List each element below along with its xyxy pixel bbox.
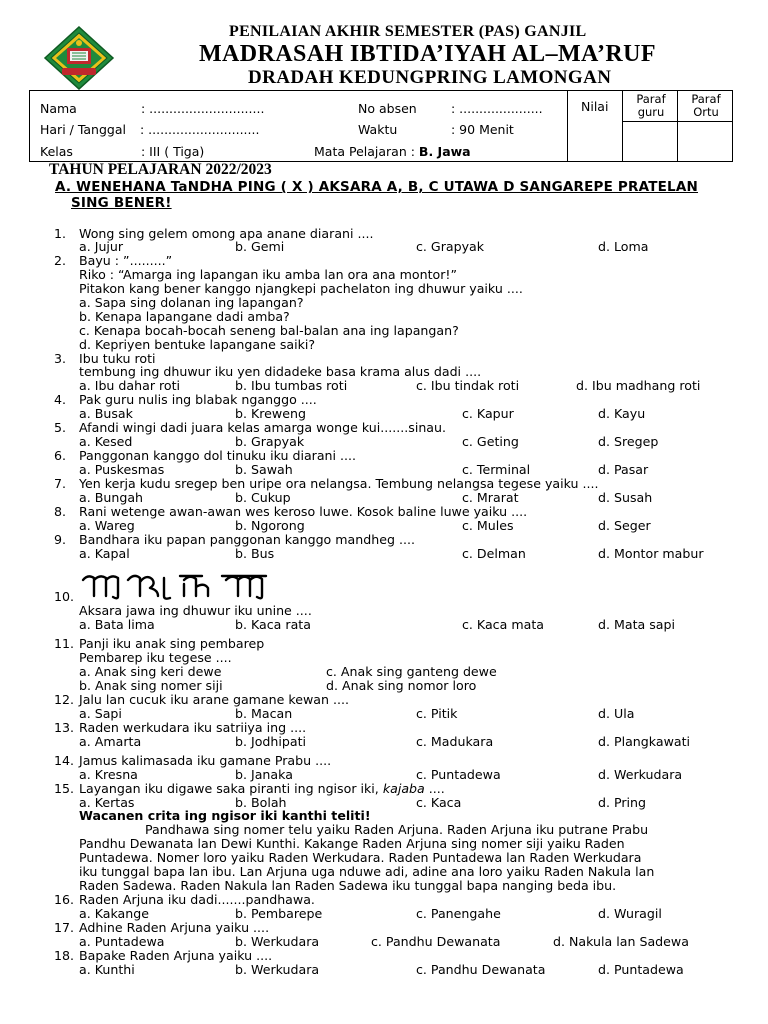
option-a[interactable]: a. Puskesmas bbox=[79, 462, 165, 477]
question-text: Jamus kalimasada iku gamane Prabu .... bbox=[79, 753, 332, 768]
dialog-line: Riko : “Amarga ing lapangan iku amba lan ora ana montor!” bbox=[79, 267, 457, 282]
option-d[interactable]: d. Pasar bbox=[598, 462, 649, 477]
time-label: Waktu bbox=[358, 122, 398, 137]
identity-table bbox=[29, 90, 733, 162]
question-number: 4. bbox=[54, 392, 67, 407]
option-a[interactable]: a. Kakange bbox=[79, 906, 149, 921]
school-year: TAHUN PELAJARAN 2022/2023 bbox=[49, 161, 272, 178]
question-number: 11. bbox=[54, 636, 75, 651]
question-number: 18. bbox=[54, 948, 75, 963]
option-a[interactable]: a. Anak sing keri dewe bbox=[79, 664, 222, 679]
option-b[interactable]: b. Grapyak bbox=[235, 434, 305, 449]
question-number: 10. bbox=[54, 589, 75, 604]
question-number: 17. bbox=[54, 920, 75, 935]
option-d[interactable]: d. Plangkawati bbox=[598, 734, 691, 749]
option-a[interactable]: a. Kapal bbox=[79, 546, 130, 561]
question-number: 1. bbox=[54, 226, 67, 241]
option-c[interactable]: c. Mrarat bbox=[462, 490, 519, 505]
question-text: Raden Arjuna iku dadi.......pandhawa. bbox=[79, 892, 315, 907]
school-address: DRADAH KEDUNGPRING LAMONGAN bbox=[248, 67, 612, 88]
option-b[interactable]: b. Bus bbox=[235, 546, 275, 561]
question-text: Panggonan kanggo dol tinuku iku diarani .... bbox=[79, 448, 357, 463]
reading-line: Pandhu Dewanata lan Dewi Kunthi. Kakange Raden Arjuna sing nomer siji yaiku Raden bbox=[79, 836, 625, 851]
option-b[interactable]: b. Ngorong bbox=[235, 518, 305, 533]
question-number: 7. bbox=[54, 476, 67, 491]
option-d[interactable]: d. Werkudara bbox=[598, 767, 683, 782]
question-text: Bapake Raden Arjuna yaiku .... bbox=[79, 948, 273, 963]
question-text: Pembarep iku tegese .... bbox=[79, 650, 232, 665]
class-label: Kelas bbox=[40, 144, 73, 159]
option-b[interactable]: b. Janaka bbox=[235, 767, 293, 782]
option-c[interactable]: c. Kenapa bocah-bocah seneng bal-balan ana ing lapangan? bbox=[79, 323, 459, 338]
question-text: Jalu lan cucuk iku arane gamane kewan .... bbox=[79, 692, 349, 707]
option-b[interactable]: b. Kenapa lapangane dadi amba? bbox=[79, 309, 290, 324]
option-a[interactable]: a. Bata lima bbox=[79, 617, 155, 632]
option-c[interactable]: c. Anak sing ganteng dewe bbox=[326, 664, 497, 679]
school-logo-icon bbox=[42, 26, 116, 90]
date-label: Hari / Tanggal bbox=[40, 122, 126, 137]
option-b[interactable]: b. Anak sing nomer siji bbox=[79, 678, 223, 693]
option-d[interactable]: d. Wuragil bbox=[598, 906, 662, 921]
option-c[interactable]: c. Terminal bbox=[462, 462, 531, 477]
question-number: 14. bbox=[54, 753, 75, 768]
option-c[interactable]: c. Madukara bbox=[416, 734, 494, 749]
question-number: 2. bbox=[54, 253, 67, 268]
exam-title: PENILAIAN AKHIR SEMESTER (PAS) GANJIL bbox=[229, 23, 587, 40]
option-d[interactable]: d. Mata sapi bbox=[598, 617, 676, 632]
question-text: Afandi wingi dadi juara kelas amarga wonge kui.......sinau. bbox=[79, 420, 447, 435]
teacher-sign-label: Paraf guru bbox=[636, 92, 666, 119]
option-b[interactable]: b. Cukup bbox=[235, 490, 291, 505]
option-d[interactable]: d. Seger bbox=[598, 518, 651, 533]
option-c[interactable]: c. Pitik bbox=[416, 706, 458, 721]
option-c[interactable]: c. Mules bbox=[462, 518, 514, 533]
parent-sign-label: Paraf Ortu bbox=[691, 92, 721, 119]
option-a[interactable]: a. Jujur bbox=[79, 239, 124, 254]
question-text: Layangan iku digawe saka piranti ing ngisor iki, kajaba .... bbox=[79, 781, 445, 796]
question-text: Raden werkudara iku satriiya ing .... bbox=[79, 720, 307, 735]
option-a[interactable]: a. Kesed bbox=[79, 434, 133, 449]
option-a[interactable]: a. Bungah bbox=[79, 490, 144, 505]
option-d[interactable]: d. Montor mabur bbox=[598, 546, 704, 561]
option-b[interactable]: b. Werkudara bbox=[235, 934, 320, 949]
subject-value: B. Jawa bbox=[418, 144, 471, 159]
absen-field[interactable]: : ..................... bbox=[451, 101, 543, 116]
option-b[interactable]: b. Macan bbox=[235, 706, 293, 721]
option-a[interactable]: a. Wareg bbox=[79, 518, 135, 533]
reading-line: Pandhawa sing nomer telu yaiku Raden Arjuna. Raden Arjuna iku putrane Prabu bbox=[145, 822, 649, 837]
subject-row bbox=[314, 144, 471, 159]
question-text: Adhine Raden Arjuna yaiku .... bbox=[79, 920, 270, 935]
option-d[interactable]: d. Ibu madhang roti bbox=[576, 378, 701, 393]
question-number: 9. bbox=[54, 532, 67, 547]
reading-line: iku tunggal bapa lan ibu. Lan Arjuna uga nduwe adi, adine ana loro yaiku Raden Nakula lan bbox=[79, 864, 655, 879]
option-c[interactable]: c. Grapyak bbox=[416, 239, 485, 254]
option-b[interactable]: b. Pembarepe bbox=[235, 906, 323, 921]
option-c[interactable]: c. Geting bbox=[462, 434, 519, 449]
question-text: Wong sing gelem omong apa anane diarani .... bbox=[79, 226, 374, 241]
question-text: Pak guru nulis ing blabak nganggo .... bbox=[79, 392, 317, 407]
subject-label: Mata Pelajaran : bbox=[314, 144, 419, 159]
question-text: Ibu tuku roti bbox=[79, 351, 156, 366]
option-d[interactable]: d. Susah bbox=[598, 490, 653, 505]
option-b[interactable]: b. Kaca rata bbox=[235, 617, 311, 632]
option-b[interactable]: b. Ibu tumbas roti bbox=[235, 378, 348, 393]
question-number: 12. bbox=[54, 692, 75, 707]
option-d[interactable]: d. Pring bbox=[598, 795, 647, 810]
class-value: : III ( Tiga) bbox=[141, 144, 205, 159]
absen-label: No absen bbox=[358, 101, 417, 116]
instruction-line-1: A. WENEHANA TaNDHA PING ( X ) AKSARA A, B, C UTAWA D SANGAREPE PRATELAN bbox=[55, 179, 699, 195]
option-c[interactable]: c. Kapur bbox=[462, 406, 514, 421]
question-text: Bandhara iku papan panggonan kanggo mandheg .... bbox=[79, 532, 415, 547]
option-d[interactable]: d. Puntadewa bbox=[598, 962, 684, 977]
option-a[interactable]: a. Puntadewa bbox=[79, 934, 165, 949]
question-text: Aksara jawa ing dhuwur iku unine .... bbox=[79, 603, 312, 618]
date-field[interactable]: : ............................ bbox=[140, 122, 260, 137]
option-d[interactable]: d. Loma bbox=[598, 239, 649, 254]
question-number: 6. bbox=[54, 448, 67, 463]
question-text: Rani wetenge awan-awan wes keroso luwe. Kosok baline luwe yaiku .... bbox=[79, 504, 528, 519]
instruction-line-2: SING BENER! bbox=[71, 195, 172, 211]
question-text: Yen kerja kudu sregep ben uripe ora nelangsa. Tembung nelangsa tegese yaiku .... bbox=[79, 476, 599, 491]
option-a[interactable]: a. Sapa sing dolanan ing lapangan? bbox=[79, 295, 304, 310]
emphasis-word: kajaba bbox=[382, 781, 425, 796]
reading-line: Puntadewa. Nomer loro yaiku Raden Werkudara. Raden Puntadewa lan Raden Werkudara bbox=[79, 850, 642, 865]
option-c[interactable]: c. Puntadewa bbox=[416, 767, 501, 782]
option-d[interactable]: d. Kayu bbox=[598, 406, 646, 421]
score-label: Nilai bbox=[581, 99, 609, 114]
time-value: : 90 Menit bbox=[451, 122, 514, 137]
option-c[interactable]: c. Kaca bbox=[416, 795, 462, 810]
name-field[interactable]: : ............................. bbox=[141, 101, 265, 116]
option-c[interactable]: c. Ibu tindak roti bbox=[416, 378, 520, 393]
option-c[interactable]: c. Pandhu Dewanata bbox=[416, 962, 546, 977]
option-b[interactable]: b. Gemi bbox=[235, 239, 285, 254]
option-b[interactable]: b. Sawah bbox=[235, 462, 293, 477]
option-a[interactable]: a. Busak bbox=[79, 406, 133, 421]
option-a[interactable]: a. Kresna bbox=[79, 767, 138, 782]
question-number: 15. bbox=[54, 781, 75, 796]
question-number: 16. bbox=[54, 892, 75, 907]
option-c[interactable]: c. Pandhu Dewanata bbox=[371, 934, 501, 949]
question-text: tembung ing dhuwur iku yen didadeke basa krama alus dadi .... bbox=[79, 364, 482, 379]
option-b[interactable]: b. Bolah bbox=[235, 795, 287, 810]
question-number: 5. bbox=[54, 420, 67, 435]
option-a[interactable]: a. Ibu dahar roti bbox=[79, 378, 181, 393]
javanese-script-image bbox=[80, 570, 290, 602]
option-d[interactable]: d. Sregep bbox=[598, 434, 659, 449]
option-a[interactable]: a. Sapi bbox=[79, 706, 122, 721]
option-b[interactable]: b. Kreweng bbox=[235, 406, 306, 421]
question-text: Panji iku anak sing pembarep bbox=[79, 636, 265, 651]
dialog-line: Bayu : ”.........” bbox=[79, 253, 173, 268]
option-d[interactable]: d. Anak sing nomor loro bbox=[326, 678, 477, 693]
option-c[interactable]: c. Delman bbox=[462, 546, 526, 561]
school-name: MADRASAH IBTIDA’IYAH AL–MA’RUF bbox=[199, 41, 656, 67]
option-a[interactable]: a. Kertas bbox=[79, 795, 135, 810]
option-d[interactable]: d. Nakula lan Sadewa bbox=[553, 934, 689, 949]
name-label: Nama bbox=[40, 101, 77, 116]
option-d[interactable]: d. Kepriyen bentuke lapangane saiki? bbox=[79, 337, 316, 352]
question-number: 3. bbox=[54, 351, 67, 366]
question-number: 8. bbox=[54, 504, 67, 519]
question-text: Pitakon kang bener kanggo njangkepi pachelaton ing dhuwur yaiku .... bbox=[79, 281, 523, 296]
question-number: 13. bbox=[54, 720, 75, 735]
option-b[interactable]: b. Werkudara bbox=[235, 962, 320, 977]
option-d[interactable]: d. Ula bbox=[598, 706, 635, 721]
option-a[interactable]: a. Kunthi bbox=[79, 962, 135, 977]
option-c[interactable]: c. Panengahe bbox=[416, 906, 501, 921]
option-c[interactable]: c. Kaca mata bbox=[462, 617, 544, 632]
reading-line: Raden Sadewa. Raden Nakula lan Raden Sadewa iku tunggal bapa nanging beda ibu. bbox=[79, 878, 617, 893]
option-b[interactable]: b. Jodhipati bbox=[235, 734, 307, 749]
reading-heading: Wacanen crita ing ngisor iki kanthi teliti! bbox=[79, 808, 371, 823]
option-a[interactable]: a. Amarta bbox=[79, 734, 142, 749]
